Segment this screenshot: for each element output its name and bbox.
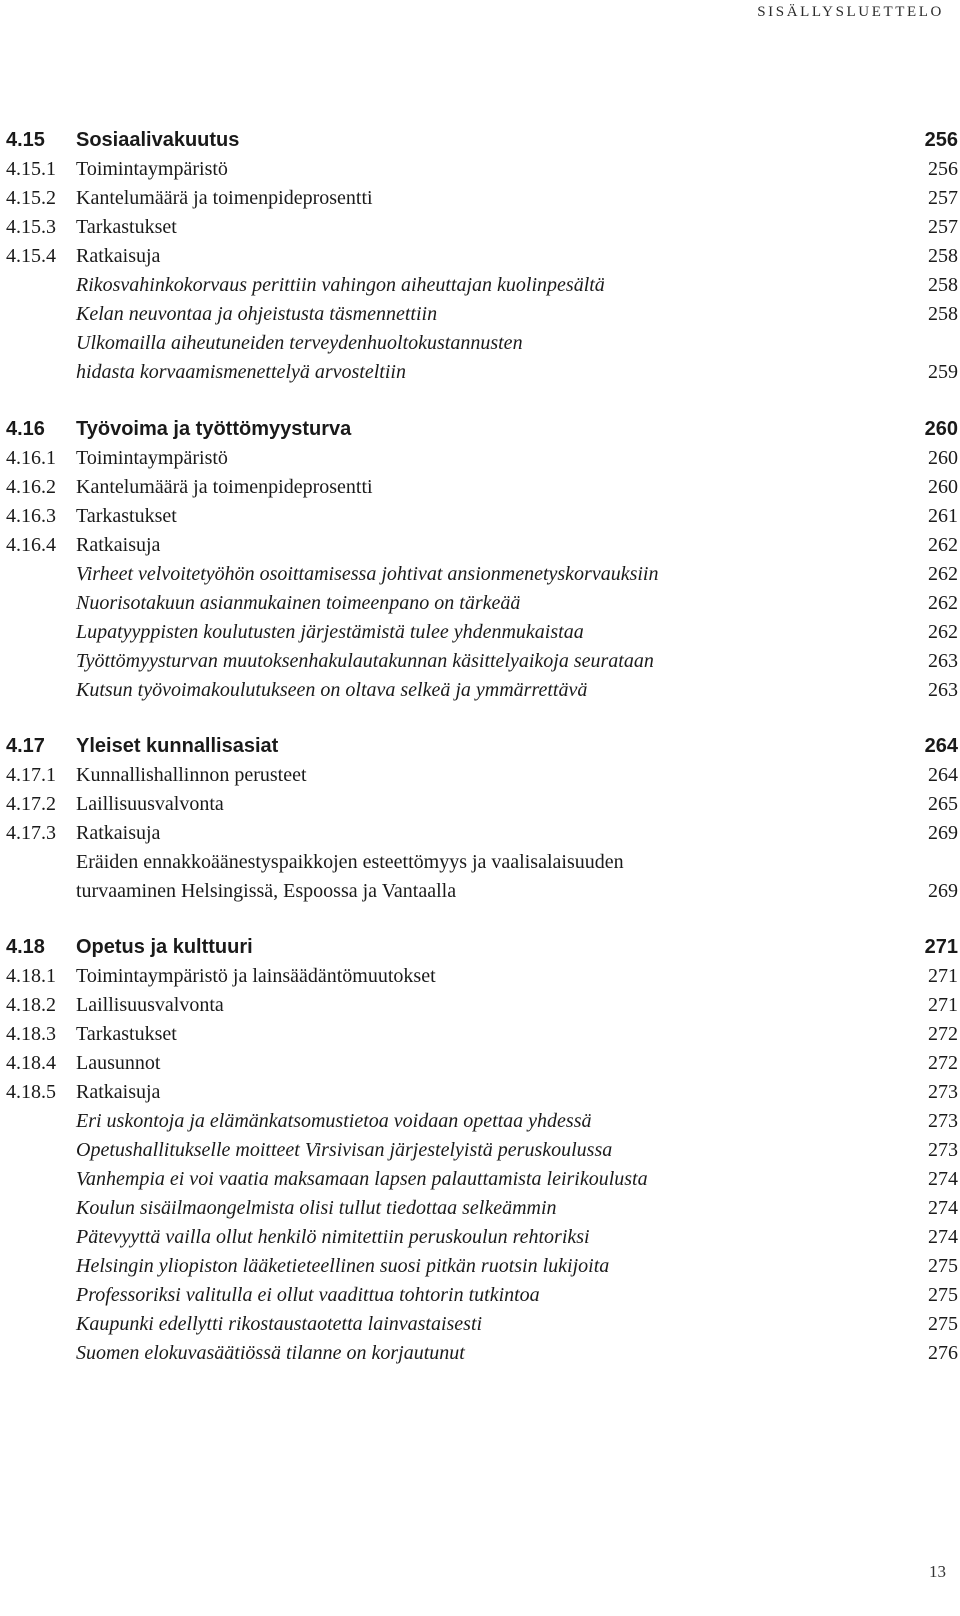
page-number: 13 [929,1562,946,1581]
case-entry[interactable] [6,1252,958,1281]
entry-page: 274 [928,1197,958,1219]
entry-page: 256 [924,129,958,151]
section-heading[interactable] [6,933,958,962]
entry-title: Sosiaalivakuutus [76,129,240,151]
entry-title: turvaaminen Helsingissä, Espoossa ja Vantaalla [76,880,457,902]
entry-page: 275 [928,1255,958,1277]
entry-title: Kunnallishallinnon perusteet [76,764,307,786]
entry-title: Opetus ja kulttuuri [76,936,253,958]
entry-title: Lupatyyppisten koulutusten järjestämistä tulee yhdenmukaistaa [76,621,584,643]
case-entry[interactable] [6,560,958,589]
entry-number: 4.18.2 [6,994,56,1016]
entry-title: Professoriksi valitulla ei ollut vaadittua tohtorin tutkintoa [76,1284,540,1306]
subsection-entry[interactable] [6,1078,958,1107]
entry-title: Lausunnot [76,1052,161,1074]
case-entry[interactable] [6,647,958,676]
subsection-entry[interactable] [6,242,958,271]
entry-page: 260 [924,418,958,440]
entry-title: Tarkastukset [76,216,177,238]
entry-page: 276 [928,1342,958,1364]
case-entry[interactable] [6,848,958,877]
entry-number: 4.16 [6,418,45,440]
case-entry[interactable] [6,329,958,358]
entry-number: 4.18.5 [6,1081,56,1103]
entry-page: 274 [928,1226,958,1248]
entry-page: 269 [928,880,958,902]
entry-title: Yleiset kunnallisasiat [76,735,279,757]
entry-number: 4.15.1 [6,158,56,180]
case-entry[interactable] [6,1310,958,1339]
entry-title: Ratkaisuja [76,1081,161,1103]
entry-title: hidasta korvaamismenettelyä arvosteltiin [76,361,406,383]
entry-page: 275 [928,1313,958,1335]
entry-title: Työttömyysturvan muutoksenhakulautakunnan käsittelyaikoja seurataan [76,650,654,672]
case-entry[interactable] [6,618,958,647]
entry-title: Ratkaisuja [76,822,161,844]
entry-title: Kutsun työvoimakoulutukseen on oltava selkeä ja ymmärrettävä [76,679,588,701]
entry-title: Koulun sisäilmaongelmista olisi tullut tiedottaa selkeämmin [76,1197,557,1219]
subsection-entry[interactable] [6,761,958,790]
entry-page: 259 [928,361,958,383]
entry-number: 4.16.4 [6,534,56,556]
entry-number: 4.18 [6,936,45,958]
entry-page: 261 [928,505,958,527]
entry-title: Ulkomailla aiheutuneiden terveydenhuoltokustannusten [76,332,523,354]
entry-title: Pätevyyttä vailla ollut henkilö nimitettiin peruskoulun rehtoriksi [76,1226,590,1248]
entry-title: Kelan neuvontaa ja ohjeistusta täsmennettiin [76,303,438,325]
entry-page: 274 [928,1168,958,1190]
case-entry[interactable] [6,358,958,387]
entry-page: 263 [928,650,958,672]
entry-number: 4.17 [6,735,45,757]
entry-page: 258 [928,274,958,296]
entry-number: 4.16.2 [6,476,56,498]
entry-title: Laillisuusvalvonta [76,793,224,815]
entry-title: Toimintaympäristö ja lainsäädäntömuutokset [76,965,436,987]
entry-title: Vanhempia ei voi vaatia maksamaan lapsen palauttamista leirikoulusta [76,1168,648,1190]
entry-title: Nuorisotakuun asianmukainen toimeenpano on tärkeää [76,592,521,614]
entry-page: 260 [928,447,958,469]
entry-page: 263 [928,679,958,701]
case-entry[interactable] [6,271,958,300]
entry-page: 256 [928,158,958,180]
entry-page: 262 [928,563,958,585]
entry-number: 4.18.3 [6,1023,56,1045]
subsection-entry[interactable] [6,790,958,819]
entry-page: 272 [928,1023,958,1045]
case-entry[interactable] [6,676,958,705]
entry-number: 4.16.1 [6,447,56,469]
entry-page: 258 [928,245,958,267]
entry-page: 273 [928,1139,958,1161]
running-head: SISÄLLYSLUETTELO [757,4,944,20]
entry-number: 4.15.4 [6,245,56,267]
subsection-entry[interactable] [6,819,958,848]
entry-page: 258 [928,303,958,325]
entry-number: 4.18.1 [6,965,56,987]
entry-page: 269 [928,822,958,844]
subsection-entry[interactable] [6,473,958,502]
subsection-entry[interactable] [6,962,958,991]
entry-title: Tarkastukset [76,1023,177,1045]
subsection-entry[interactable] [6,1049,958,1078]
entry-title: Tarkastukset [76,505,177,527]
section-heading[interactable] [6,415,958,444]
entry-title: Työvoima ja työttömyysturva [76,418,352,440]
entry-number: 4.17.1 [6,764,56,786]
entry-number: 4.16.3 [6,505,56,527]
entry-page: 257 [928,216,958,238]
case-entry[interactable] [6,1165,958,1194]
subsection-entry[interactable] [6,531,958,560]
entry-title: Helsingin yliopiston lääketieteellinen suosi pitkän ruotsin lukijoita [76,1255,610,1277]
case-entry[interactable] [6,589,958,618]
entry-page: 275 [928,1284,958,1306]
entry-title: Ratkaisuja [76,534,161,556]
entry-page: 271 [924,936,958,958]
entry-number: 4.17.2 [6,793,56,815]
subsection-entry[interactable] [6,184,958,213]
subsection-entry[interactable] [6,155,958,184]
entry-page: 265 [928,793,958,815]
entry-title: Opetushallitukselle moitteet Virsivisan järjestelyistä peruskoulussa [76,1139,613,1161]
entry-number: 4.15.3 [6,216,56,238]
case-entry[interactable] [6,1194,958,1223]
entry-page: 272 [928,1052,958,1074]
case-entry[interactable] [6,1223,958,1252]
entry-title: Ratkaisuja [76,245,161,267]
entry-number: 4.15 [6,129,45,151]
entry-title: Eräiden ennakkoäänestyspaikkojen esteettömyys ja vaalisalaisuuden [76,851,624,873]
entry-title: Toimintaympäristö [76,158,228,180]
section-heading[interactable] [6,126,958,155]
entry-page: 262 [928,534,958,556]
entry-page: 264 [928,764,958,786]
entry-page: 262 [928,592,958,614]
subsection-entry[interactable] [6,1020,958,1049]
entry-title: Kantelumäärä ja toimenpideprosentti [76,187,373,209]
entry-page: 271 [928,994,958,1016]
entry-title: Kaupunki edellytti rikostaustaotetta lainvastaisesti [76,1313,483,1335]
subsection-entry[interactable] [6,991,958,1020]
entry-title: Rikosvahinkokorvaus perittiin vahingon aiheuttajan kuolinpesältä [76,274,605,296]
entry-number: 4.15.2 [6,187,56,209]
entry-page: 273 [928,1110,958,1132]
case-entry[interactable] [6,1107,958,1136]
subsection-entry[interactable] [6,502,958,531]
subsection-entry[interactable] [6,213,958,242]
case-entry[interactable] [6,300,958,329]
case-entry[interactable] [6,1339,958,1368]
case-entry[interactable] [6,1136,958,1165]
entry-page: 260 [928,476,958,498]
entry-page: 271 [928,965,958,987]
case-entry[interactable] [6,1281,958,1310]
entry-title: Toimintaympäristö [76,447,228,469]
entry-title: Eri uskontoja ja elämänkatsomustietoa voidaan opettaa yhdessä [76,1110,592,1132]
entry-page: 257 [928,187,958,209]
entry-title: Kantelumäärä ja toimenpideprosentti [76,476,373,498]
case-entry[interactable] [6,877,958,906]
entry-page: 273 [928,1081,958,1103]
section-heading[interactable] [6,732,958,761]
entry-page: 262 [928,621,958,643]
entry-number: 4.17.3 [6,822,56,844]
entry-title: Suomen elokuvasäätiössä tilanne on korjautunut [76,1342,465,1364]
entry-title: Laillisuusvalvonta [76,994,224,1016]
entry-page: 264 [924,735,958,757]
entry-title: Virheet velvoitetyöhön osoittamisessa johtivat ansionmenetyskorvauksiin [76,563,659,585]
entry-number: 4.18.4 [6,1052,56,1074]
subsection-entry[interactable] [6,444,958,473]
